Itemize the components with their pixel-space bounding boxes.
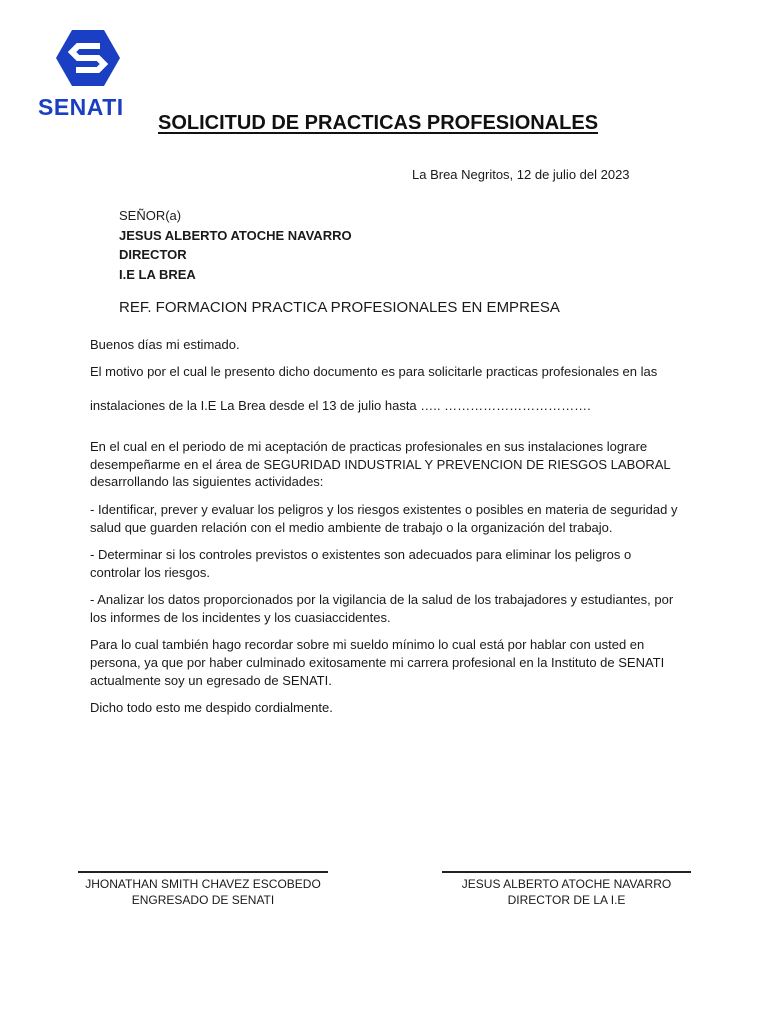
signature-right-name: JESUS ALBERTO ATOCHE NAVARRO bbox=[461, 877, 672, 891]
signature-left-name: JHONATHAN SMITH CHAVEZ ESCOBEDO bbox=[85, 877, 321, 891]
paragraph-line: desarrollando las siguientes actividades: bbox=[90, 474, 324, 489]
activity-item: - Analizar los datos proporcionados por la vigilancia de la salud de los trabajadores y estudiantes, por bbox=[90, 592, 674, 607]
paragraph-line: desempeñarme en el área de SEGURIDAD INDUSTRIAL Y PREVENCION DE RIESGOS LABORAL bbox=[90, 457, 671, 472]
paragraph-line: El motivo por el cual le presento dicho documento es para solicitarle practicas profesionales en las bbox=[90, 364, 658, 379]
recipient-role: DIRECTOR bbox=[119, 247, 187, 262]
document-title: SOLICITUD DE PRACTICAS PROFESIONALES bbox=[158, 112, 599, 134]
activity-item: - Identificar, prever y evaluar los peligros y los riesgos existentes o posibles en materia de seguridad y bbox=[90, 502, 678, 517]
recipient-salutation: SEÑOR(a) bbox=[119, 208, 182, 223]
activity-item: - Determinar si los controles previstos o existentes son adecuados para eliminar los peligros o bbox=[90, 547, 632, 562]
logo-text: SENATI bbox=[38, 94, 124, 120]
activity-item: salud que guarden relación con el medio ambiente de trabajo o la organización del trabajo. bbox=[90, 520, 613, 535]
recipient-name: JESUS ALBERTO ATOCHE NAVARRO bbox=[119, 228, 352, 243]
recipient-institution: I.E LA BREA bbox=[119, 267, 196, 282]
signature-right-role: DIRECTOR DE LA I.E bbox=[507, 893, 626, 907]
paragraph-line: Para lo cual también hago recordar sobre mi sueldo mínimo lo cual está por hablar con usted en bbox=[90, 637, 645, 652]
signature-left-role: ENGRESADO DE SENATI bbox=[131, 893, 275, 907]
activity-item: los informes de los incidentes y los cuasiaccidentes. bbox=[90, 610, 391, 625]
date-line: La Brea Negritos, 12 de julio del 2023 bbox=[412, 167, 630, 182]
greeting: Buenos días mi estimado. bbox=[90, 337, 240, 352]
senati-logo-icon bbox=[56, 30, 120, 86]
signature-line-left bbox=[78, 871, 328, 873]
activity-item: controlar los riesgos. bbox=[90, 565, 210, 580]
reference-line: REF. FORMACION PRACTICA PROFESIONALES EN EMPRESA bbox=[119, 299, 560, 316]
paragraph-line: actualmente soy un egresado de SENATI. bbox=[90, 673, 332, 688]
paragraph-line: persona, ya que por haber culminado exitosamente mi carrera profesional en la Instituto de SENATI bbox=[90, 655, 665, 670]
signature-line-right bbox=[442, 871, 691, 873]
paragraph-line: instalaciones de la I.E La Brea desde el 13 de julio hasta ….. ……………………………. bbox=[90, 398, 591, 413]
closing-line: Dicho todo esto me despido cordialmente. bbox=[90, 700, 333, 715]
paragraph-line: En el cual en el periodo de mi aceptación de practicas profesionales en sus instalaciones lograre bbox=[90, 439, 648, 454]
